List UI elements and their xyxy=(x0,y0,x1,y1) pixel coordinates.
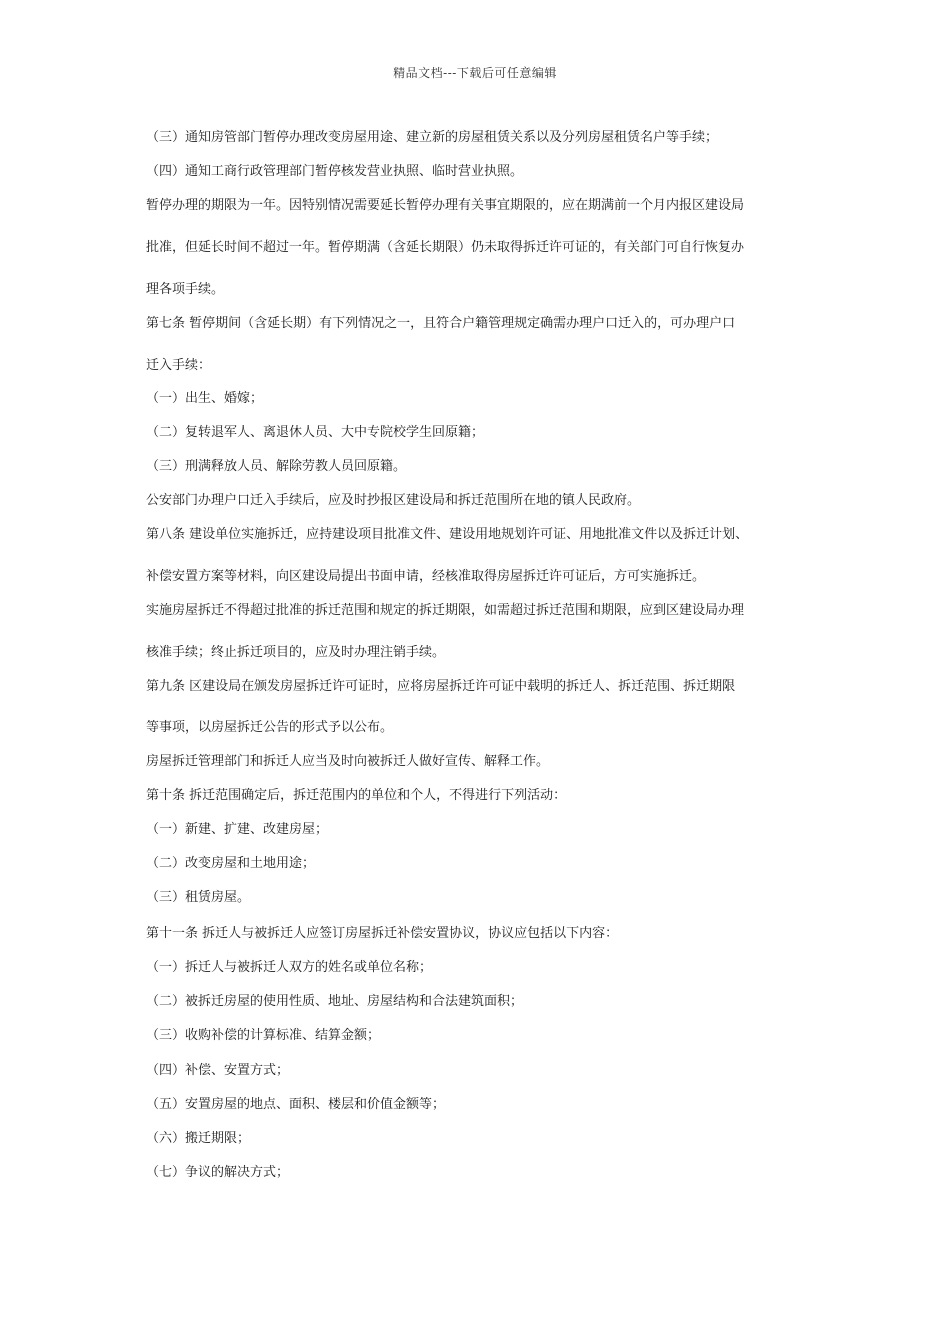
text-line: （一）新建、扩建、改建房屋； xyxy=(146,822,329,837)
text-line: 批准，但延长时间不超过一年。暂停期满（含延长期限）仍未取得拆迁许可证的，有关部门可自行恢复办 xyxy=(146,240,745,255)
text-line: 公安部门办理户口迁入手续后，应及时抄报区建设局和拆迁范围所在地的镇人民政府。 xyxy=(146,493,641,508)
text-line: 第八条 建设单位实施拆迁，应持建设项目批准文件、建设用地规划许可证、用地批准文件以及拆迁计划、 xyxy=(146,527,749,542)
text-line: （三）通知房管部门暂停办理改变房屋用途、建立新的房屋租赁关系以及分列房屋租赁名户等手续； xyxy=(146,130,719,145)
text-line: （二）被拆迁房屋的使用性质、地址、房屋结构和合法建筑面积； xyxy=(146,994,524,1009)
text-line: （三）刑满释放人员、解除劳教人员回原籍。 xyxy=(146,459,407,474)
text-line: （三）收购补偿的计算标准、结算金额； xyxy=(146,1028,381,1043)
text-line: （二）改变房屋和土地用途； xyxy=(146,856,316,871)
text-line: （七）争议的解决方式； xyxy=(146,1165,290,1180)
text-line: 房屋拆迁管理部门和拆迁人应当及时向被拆迁人做好宣传、解释工作。 xyxy=(146,754,550,769)
text-line: 第十条 拆迁范围确定后，拆迁范围内的单位和个人，不得进行下列活动： xyxy=(146,788,567,803)
text-line: （一）出生、婚嫁； xyxy=(146,391,264,406)
page-header: 精品文档---下载后可任意编辑 xyxy=(393,66,557,80)
text-line: 迁入手续： xyxy=(146,358,212,373)
text-line: 实施房屋拆迁不得超过批准的拆迁范围和规定的拆迁期限，如需超过拆迁范围和期限，应到区建设局办理 xyxy=(146,603,745,618)
text-line: 第九条 区建设局在颁发房屋拆迁许可证时，应将房屋拆迁许可证中载明的拆迁人、拆迁范围、拆迁期限 xyxy=(146,679,736,694)
text-line: 暂停办理的期限为一年。因特别情况需要延长暂停办理有关事宜期限的，应在期满前一个月内报区建设局 xyxy=(146,198,745,213)
text-line: （五）安置房屋的地点、面积、楼层和价值金额等； xyxy=(146,1097,446,1112)
text-line: （四）补偿、安置方式； xyxy=(146,1063,290,1078)
text-line: （四）通知工商行政管理部门暂停核发营业执照、临时营业执照。 xyxy=(146,164,524,179)
text-line: 等事项，以房屋拆迁公告的形式予以公布。 xyxy=(146,720,394,735)
text-line: 第十一条 拆迁人与被拆迁人应签订房屋拆迁补偿安置协议，协议应包括以下内容： xyxy=(146,926,619,941)
text-line: （二）复转退军人、离退休人员、大中专院校学生回原籍； xyxy=(146,425,485,440)
text-line: 第七条 暂停期间（含延长期）有下列情况之一，且符合户籍管理规定确需办理户口迁入的，可办理户口 xyxy=(146,316,736,331)
text-line: 理各项手续。 xyxy=(146,282,225,297)
text-line: （三）租赁房屋。 xyxy=(146,890,251,905)
text-line: （六）搬迁期限； xyxy=(146,1131,251,1146)
text-line: 补偿安置方案等材料，向区建设局提出书面申请，经核准取得房屋拆迁许可证后，方可实施拆迁。 xyxy=(146,569,706,584)
text-line: （一）拆迁人与被拆迁人双方的姓名或单位名称； xyxy=(146,960,433,975)
text-line: 核准手续；终止拆迁项目的，应及时办理注销手续。 xyxy=(146,645,446,660)
